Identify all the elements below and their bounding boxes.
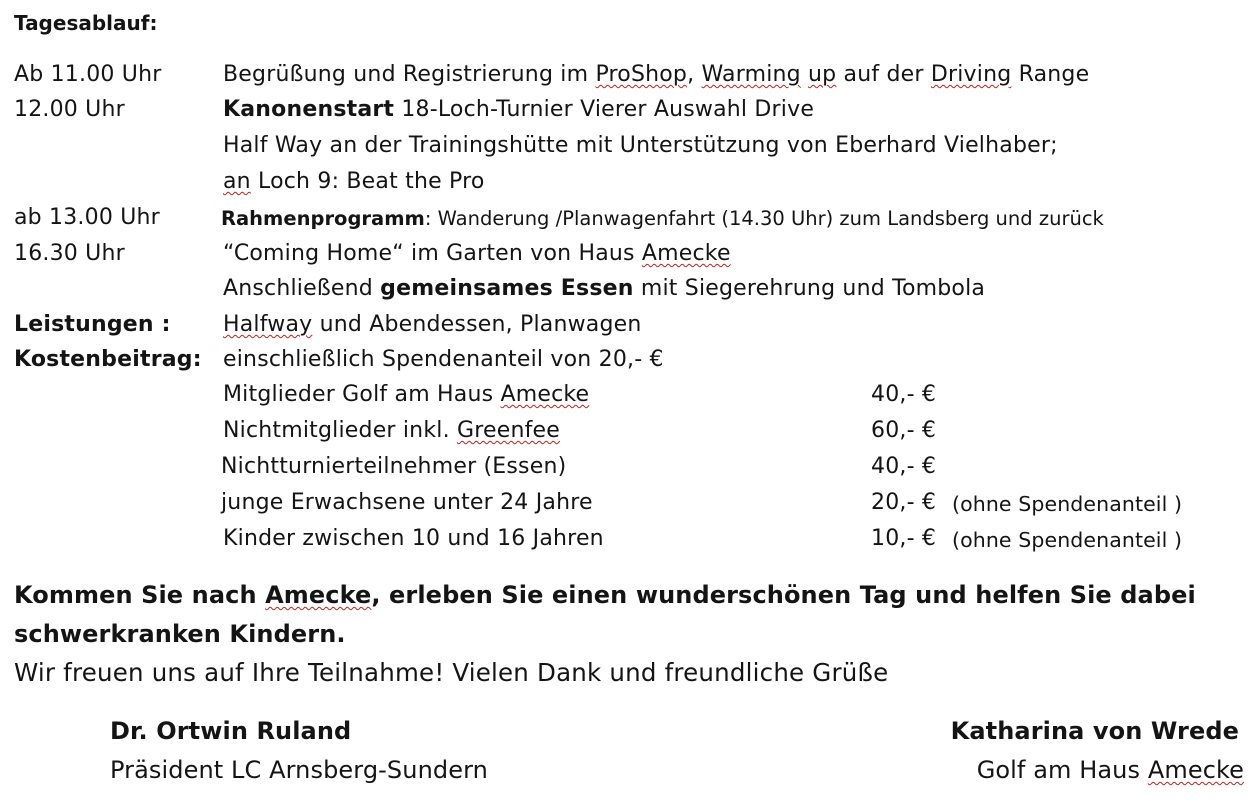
text: auf der xyxy=(836,62,931,87)
spellcheck-word: Amecke xyxy=(1147,756,1244,784)
text: Range xyxy=(1011,62,1090,87)
text: , xyxy=(687,62,702,87)
bold-text: Rahmenprogramm xyxy=(221,207,425,230)
spellcheck-word: Amecke xyxy=(641,241,731,266)
closing-line: schwerkranken Kindern. xyxy=(14,620,346,648)
cost-item-label: junge Erwachsene unter 24 Jahre xyxy=(221,490,593,515)
spellcheck-word: Driving xyxy=(930,62,1012,87)
spellcheck-word: an xyxy=(223,169,251,194)
signature-left-title: Präsident LC Arnsberg-Sundern xyxy=(110,756,488,784)
cost-item-price: 10,- € xyxy=(871,526,937,551)
text: Golf am Haus xyxy=(976,756,1148,784)
text xyxy=(801,62,808,87)
services-label: Leistungen : xyxy=(14,312,171,337)
cost-item-price: 20,- € xyxy=(871,490,937,515)
cost-item-price: 40,- € xyxy=(871,454,937,479)
spellcheck-word: Halfway xyxy=(223,312,313,337)
greeting-line: Wir freuen uns auf Ihre Teilnahme! Vielen Dank und freundliche Grüße xyxy=(14,658,889,687)
cost-item-note: (ohne Spendenanteil ) xyxy=(952,492,1183,516)
cost-item-price: 40,- € xyxy=(871,382,937,407)
schedule-entry xyxy=(223,169,485,194)
schedule-entry: Half Way an der Trainingshütte mit Unterstützung von Eberhard Vielhaber; xyxy=(223,133,1058,158)
services-text xyxy=(223,312,642,337)
schedule-time: ab 13.00 Uhr xyxy=(14,205,160,230)
text: und Abendessen, Planwagen xyxy=(312,312,642,337)
text: mit Siegerehrung und Tombola xyxy=(633,276,986,301)
text: : Wanderung /Planwagenfahrt (14.30 Uhr) zum Landsberg und zurück xyxy=(424,207,1104,230)
schedule-entry xyxy=(223,276,985,301)
text: Nichtmitglieder inkl. xyxy=(223,418,457,443)
cost-item-note: (ohne Spendenanteil ) xyxy=(952,528,1183,552)
signature-left-name: Dr. Ortwin Ruland xyxy=(110,717,352,745)
bold-text: gemeinsames Essen xyxy=(380,276,634,301)
cost-item-label xyxy=(223,382,589,407)
cost-item-label: Kinder zwischen 10 und 16 Jahren xyxy=(223,526,604,551)
schedule-time: Ab 11.00 Uhr xyxy=(14,62,162,87)
text: , erleben Sie einen wunderschönen Tag und helfen Sie dabei xyxy=(371,581,1196,609)
schedule-heading: Tagesablauf: xyxy=(14,11,158,35)
spellcheck-word: Warming xyxy=(701,62,801,87)
costs-label: Kostenbeitrag: xyxy=(14,347,202,372)
text: 18-Loch-Turnier Vierer Auswahl Drive xyxy=(394,97,815,122)
schedule-entry xyxy=(221,207,1104,230)
cost-item-label xyxy=(223,418,560,443)
text: Mitglieder Golf am Haus xyxy=(223,382,501,407)
schedule-time: 12.00 Uhr xyxy=(14,97,125,122)
spellcheck-word: Amecke xyxy=(265,581,372,609)
text: Loch 9: Beat the Pro xyxy=(250,169,485,194)
text: Begrüßung und Registrierung im xyxy=(223,62,596,87)
signature-right-title xyxy=(977,756,1244,784)
spellcheck-word: up xyxy=(808,62,837,87)
bold-text: Kanonenstart xyxy=(223,97,395,122)
text: “Coming Home“ im Garten von Haus xyxy=(223,241,642,266)
schedule-time: 16.30 Uhr xyxy=(14,241,125,266)
spellcheck-word: Greenfee xyxy=(456,418,561,443)
spellcheck-word: Amecke xyxy=(500,382,590,407)
costs-intro: einschließlich Spendenanteil von 20,- € xyxy=(223,347,664,372)
schedule-entry xyxy=(223,97,814,122)
signature-right-name: Katharina von Wrede xyxy=(950,717,1239,745)
text: Anschließend xyxy=(223,276,381,301)
text: Kommen Sie nach xyxy=(14,581,266,609)
schedule-entry xyxy=(223,241,731,266)
spellcheck-word: ProShop xyxy=(595,62,688,87)
closing-line xyxy=(14,581,1196,609)
schedule-entry xyxy=(223,62,1089,87)
cost-item-price: 60,- € xyxy=(871,418,937,443)
cost-item-label: Nichtturnierteilnehmer (Essen) xyxy=(221,454,567,479)
